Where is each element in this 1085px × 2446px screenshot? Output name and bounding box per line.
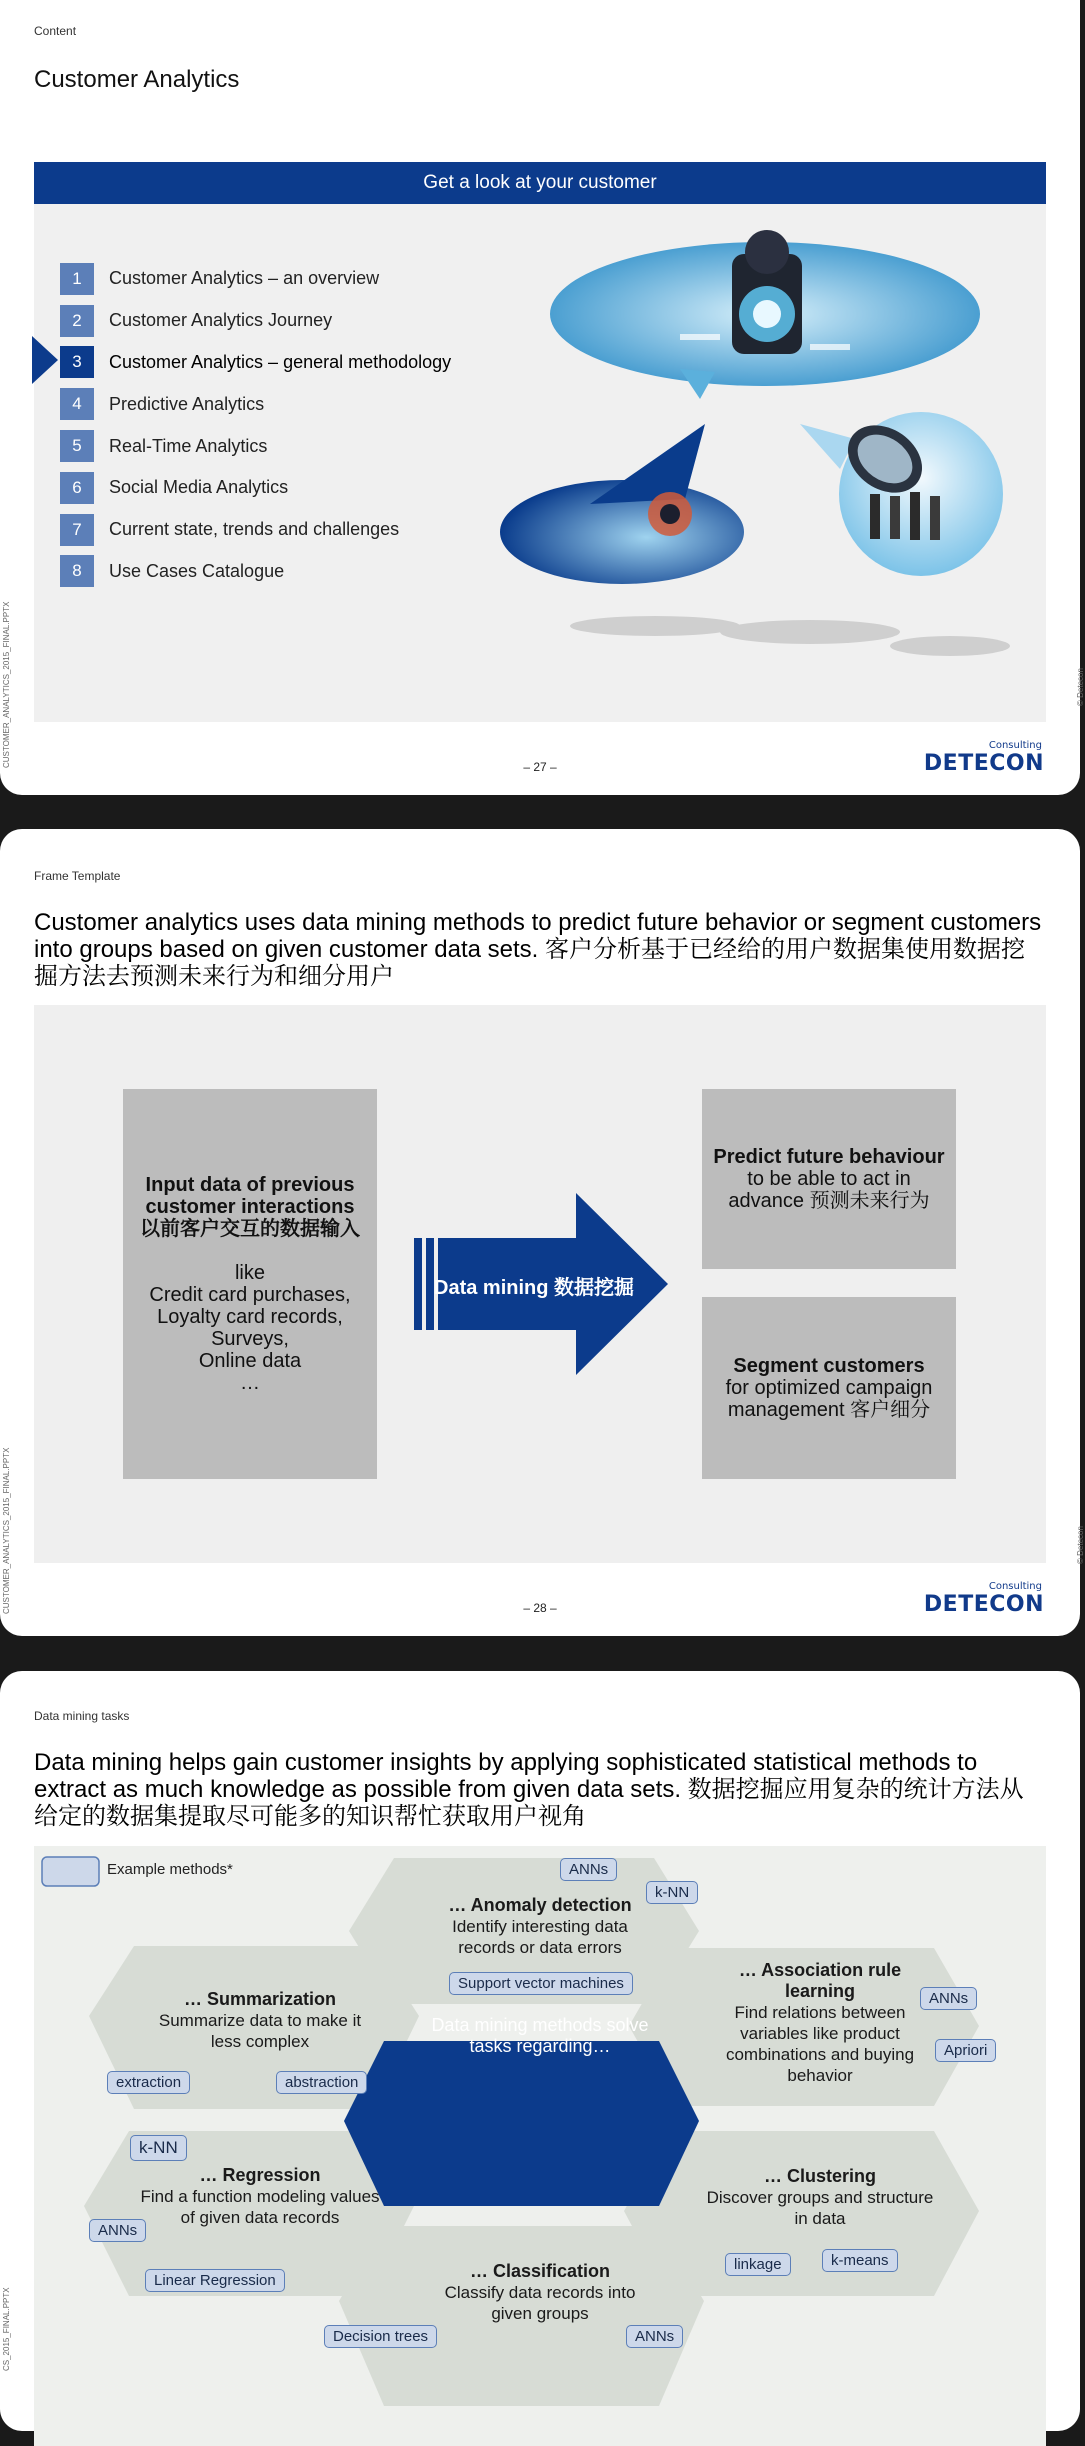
predict-title: Predict future behaviour (713, 1146, 945, 1168)
agenda-label: Predictive Analytics (109, 393, 265, 414)
method-chip-knn: k-NN (130, 2135, 187, 2161)
page-number: – 28 – (523, 1601, 557, 1615)
method-chip-svm: Support vector machines (449, 1972, 633, 1995)
banner: Get a look at your customer (34, 162, 1046, 204)
classification-title: … Classification (469, 2261, 611, 2281)
customer-insight-illustration (510, 234, 1020, 674)
agenda-item[interactable] (60, 425, 451, 467)
input-item: Online data (198, 1350, 302, 1372)
method-chip-extraction: extraction (107, 2071, 190, 2094)
slide-27 (0, 0, 1085, 795)
input-item: Surveys, (211, 1328, 289, 1350)
logo-consulting: Consulting (988, 1581, 1042, 1592)
clustering-title: … Clustering (763, 2166, 876, 2186)
agenda-number: 3 (60, 346, 94, 378)
predict-text: to be able to act in advance 预测未来行为 (728, 1168, 930, 1212)
slide-title: Data mining helps gain customer insights by applying sophisticated statistical methods to extract as much knowledge as possible from given data sets. 数据挖掘应用复杂的统计方法从给定的数据集提取尽可能多的知识帮忙获取用户视角 (34, 1749, 1024, 1830)
anomaly-title: … Anomaly detection (448, 1895, 632, 1915)
association-hex (705, 1960, 935, 2086)
logo-brand: DETECON (923, 751, 1044, 776)
method-chip-linear-regression: Linear Regression (145, 2269, 285, 2292)
copyright: © Detecon (1076, 1526, 1085, 1564)
anomaly-detection-hex (425, 1895, 655, 1958)
agenda-number: 1 (60, 263, 94, 295)
summarization-text: Summarize data to make it less complex (158, 2011, 362, 2051)
clustering-text: Discover groups and structure in data (706, 2188, 934, 2228)
slide-data-mining-tasks (0, 1671, 1080, 2431)
file-label: CUSTOMER_ANALYTICS_2015_FINAL.PPTX (2, 1447, 11, 1614)
page-number: – 27 – (523, 760, 557, 774)
agenda-item[interactable] (60, 383, 451, 425)
method-chip-decision-trees: Decision trees (324, 2325, 437, 2348)
regression-text: Find a function modeling values of given data records (140, 2187, 380, 2227)
classification-hex (425, 2261, 655, 2324)
method-chip-knn: k-NN (646, 1881, 698, 1904)
slide-28 (0, 829, 1085, 1636)
agenda-number: 8 (60, 555, 94, 587)
predict-box (702, 1089, 956, 1269)
agenda-number: 2 (60, 305, 94, 337)
agenda-item[interactable] (60, 300, 451, 342)
agenda-item[interactable] (60, 467, 451, 509)
input-like: like (234, 1262, 265, 1284)
clustering-hex (705, 2166, 935, 2229)
association-text: Find relations between variables like product combinations and buying behavior (725, 2003, 915, 2085)
file-label: CUSTOMER_ANALYTICS_2015_FINAL.PPTX (2, 601, 11, 768)
copyright: © Detecon (1076, 668, 1085, 706)
summarization-hex (145, 1989, 375, 2052)
input-item: … (240, 1372, 260, 1394)
segment-box (702, 1297, 956, 1479)
anomaly-text: Identify interesting data records or data errors (452, 1917, 628, 1957)
agenda-label: Customer Analytics – general methodology (109, 351, 452, 372)
association-title: … Association rule learning (738, 1960, 902, 2001)
agenda-label: Current state, trends and challenges (109, 519, 400, 540)
agenda-item[interactable] (60, 551, 451, 593)
input-item: Credit card purchases, (149, 1284, 351, 1306)
detecon-logo (924, 740, 1044, 776)
method-chip-kmeans: k-means (822, 2249, 898, 2272)
section-label: Frame Template (34, 869, 121, 883)
center-hex-label: Data mining methods solve tasks regarding… (431, 2015, 649, 2056)
agenda-label: Customer Analytics Journey (109, 310, 333, 331)
method-chip-linkage: linkage (725, 2253, 791, 2276)
legend-label: Example methods* (107, 1861, 233, 1878)
segment-text: for optimized campaign management 客户细分 (725, 1377, 933, 1421)
section-label: Content (34, 24, 77, 38)
input-data-title: Input data of previous customer interactions 以前客户交互的数据输入 (140, 1174, 360, 1240)
agenda-number: 7 (60, 514, 94, 546)
method-chip-anns: ANNs (89, 2219, 146, 2242)
method-chip-apriori: Apriori (935, 2039, 996, 2062)
method-chip-anns: ANNs (626, 2325, 683, 2348)
agenda-list (60, 258, 451, 592)
method-chip-anns: ANNs (920, 1987, 977, 2010)
agenda-item[interactable] (60, 509, 451, 551)
method-chip-anns: ANNs (560, 1858, 617, 1881)
classification-text: Classify data records into given groups (444, 2283, 636, 2323)
current-item-pointer (32, 336, 58, 384)
agenda-item-active[interactable] (60, 342, 451, 384)
file-label: CS_2015_FINAL.PPTX (2, 2287, 11, 2371)
agenda-label: Social Media Analytics (109, 477, 289, 498)
agenda-number: 4 (60, 388, 94, 420)
agenda-label: Real-Time Analytics (109, 435, 268, 456)
arrow-label: Data mining 数据挖掘 (434, 1277, 635, 1299)
regression-hex (140, 2165, 380, 2228)
summarization-title: … Summarization (183, 1989, 337, 2009)
method-chip-abstraction: abstraction (276, 2071, 367, 2094)
detecon-logo (924, 1581, 1044, 1617)
input-data-box (123, 1089, 377, 1479)
segment-title: Segment customers (733, 1355, 925, 1377)
agenda-label: Customer Analytics – an overview (109, 268, 380, 289)
regression-title: … Regression (199, 2165, 321, 2185)
agenda-number: 6 (60, 472, 94, 504)
input-item: Loyalty card records, (157, 1306, 343, 1328)
logo-brand: DETECON (923, 1592, 1044, 1617)
logo-consulting: Consulting (988, 740, 1042, 751)
slide-title: Customer Analytics (34, 66, 240, 93)
section-label: Data mining tasks (34, 1709, 130, 1723)
agenda-number: 5 (60, 430, 94, 462)
agenda-item[interactable] (60, 258, 451, 300)
slide-title: Customer analytics uses data mining methods to predict future behavior or segment customers into groups based on given customer data sets. 客户分析基于已经给的用户数据集使用数据挖掘方法去预测未来行为和细分用户 (34, 909, 1042, 990)
agenda-label: Use Cases Catalogue (109, 560, 285, 581)
